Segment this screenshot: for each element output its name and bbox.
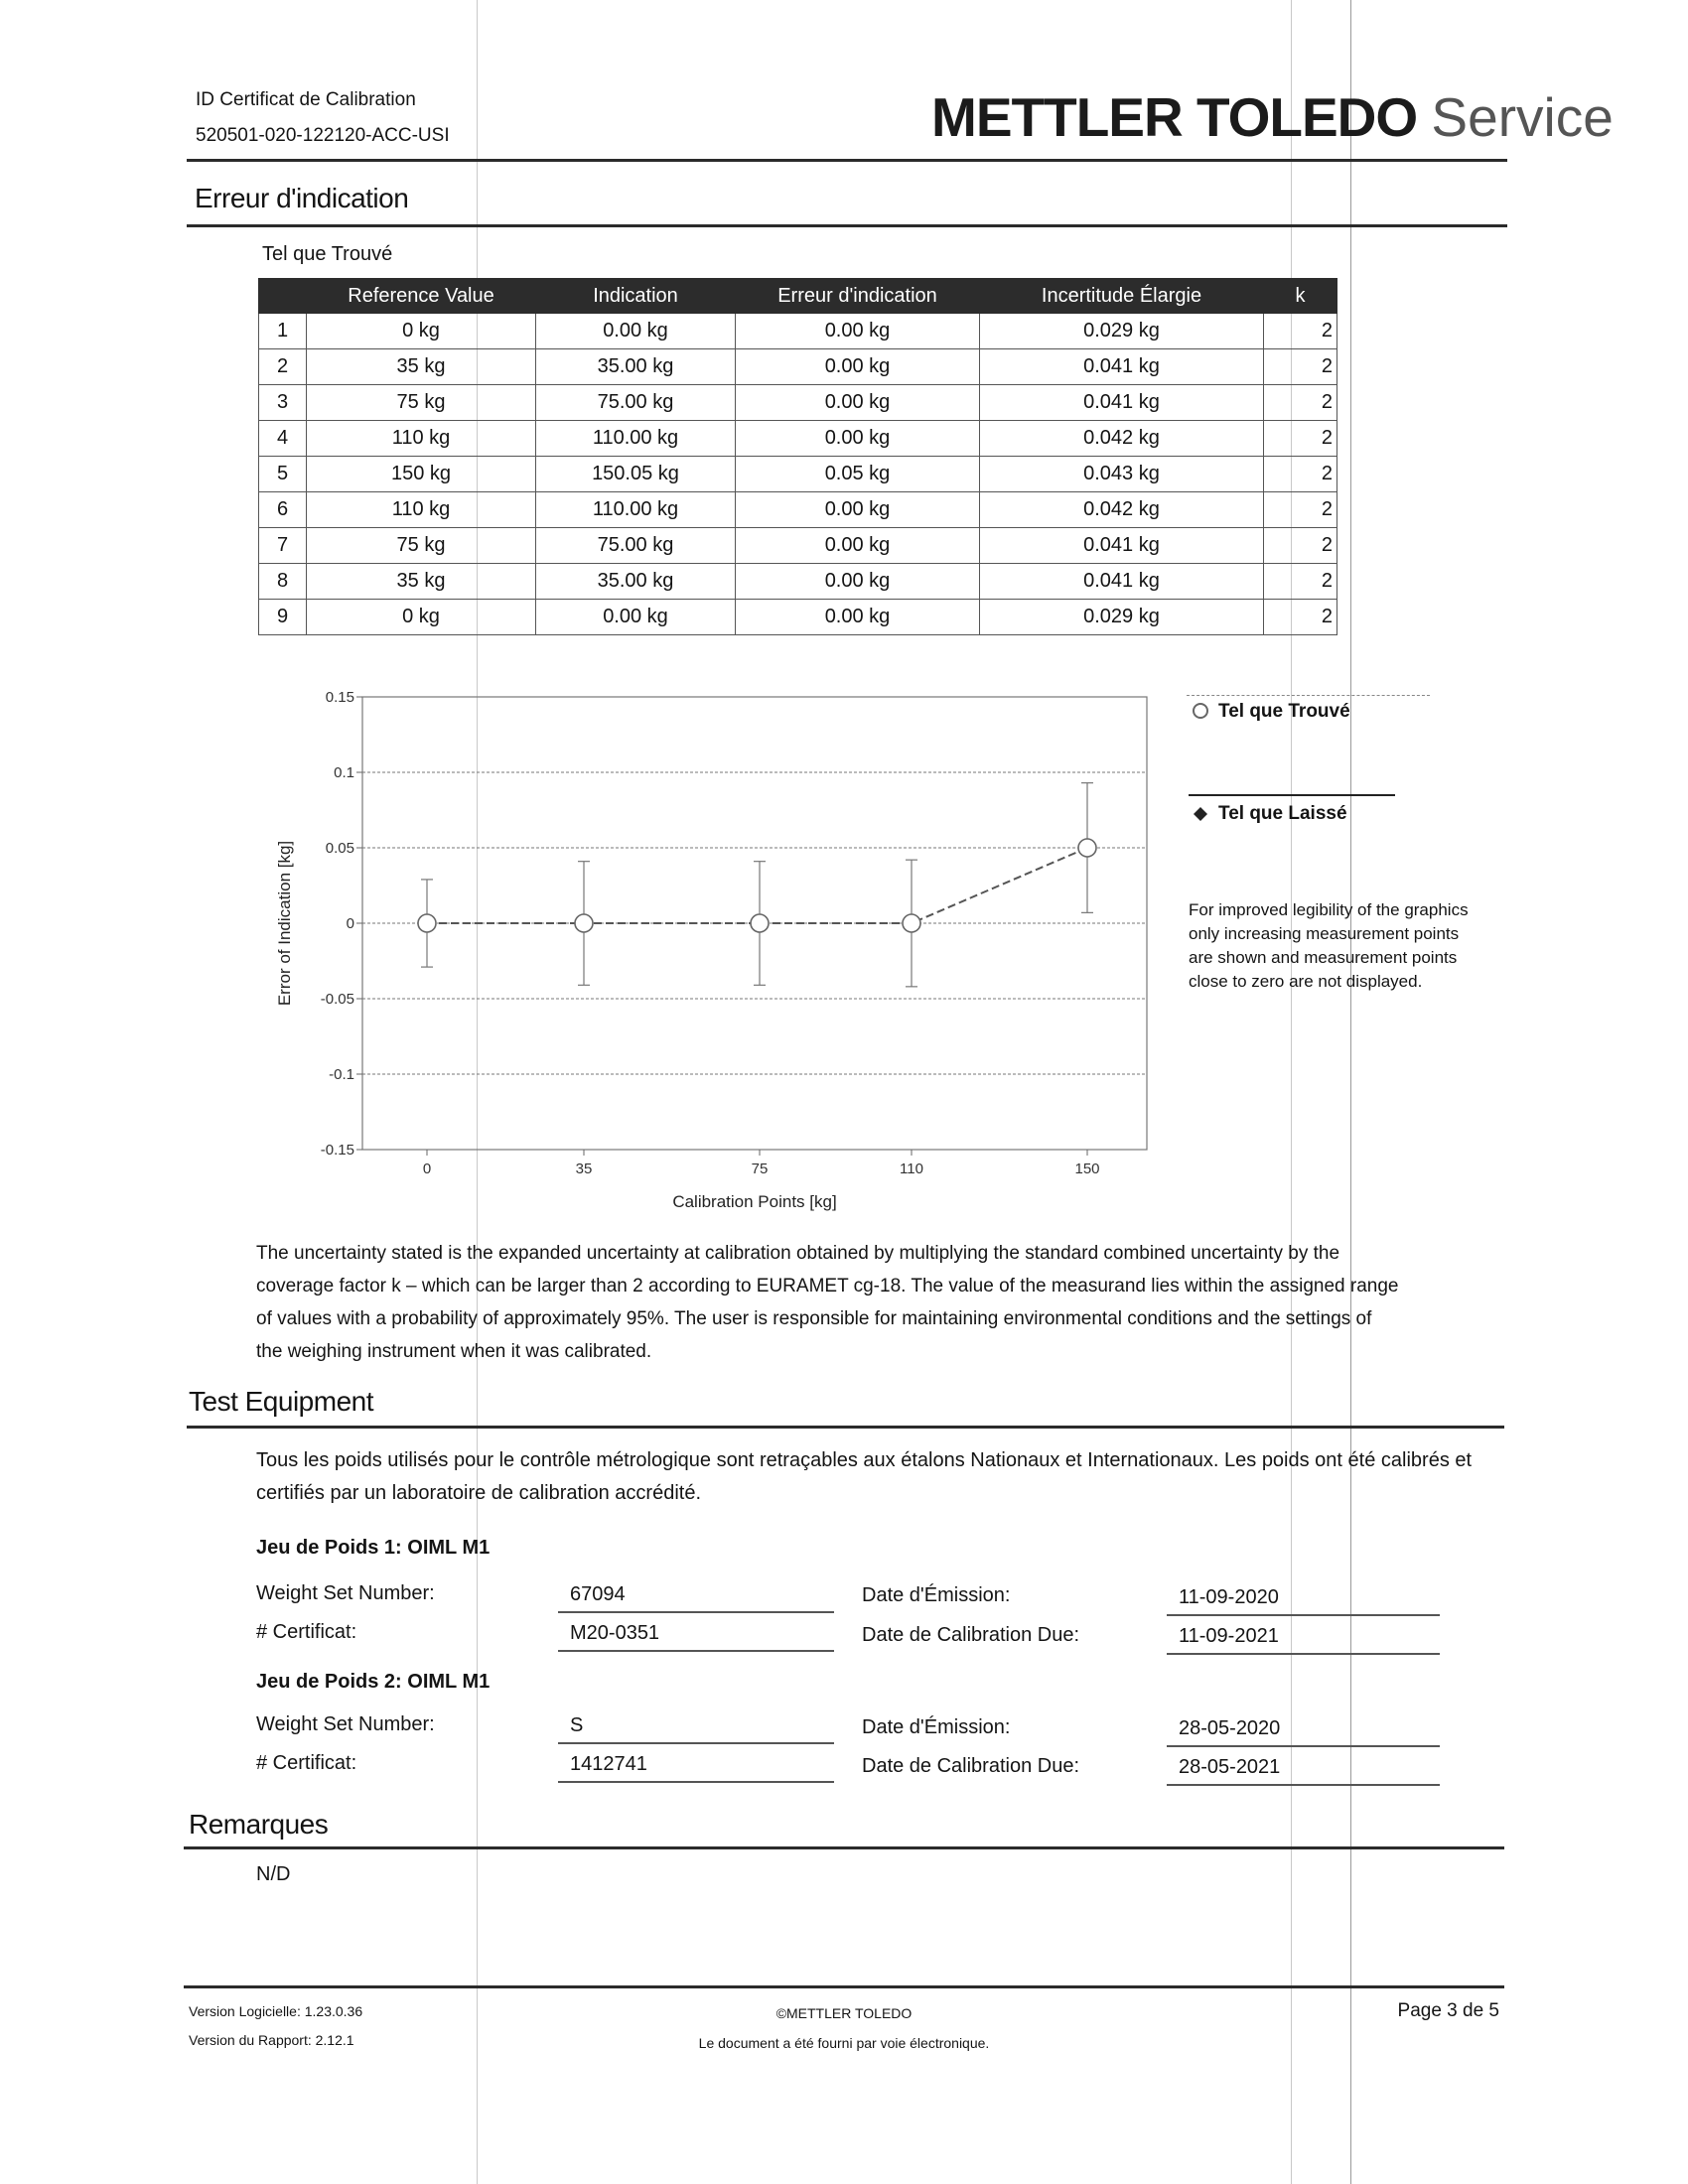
delivery-note: Le document a été fourni par voie électronique. [698,2035,990,2051]
weight-set-title: Jeu de Poids 2: OIML M1 [256,1671,491,1693]
col-header: Indication [536,279,736,314]
table-cell: 0.029 kg [980,314,1264,349]
table-cell: 0.00 kg [736,385,980,421]
table-cell: 2 [259,349,307,385]
chart-note: For improved legibility of the graphics only increasing measurement points are shown and measurement points close to zero are not displayed. [1189,900,1469,991]
brand-logo [931,85,1614,149]
table-cell: 9 [259,600,307,635]
table-cell: 2 [1264,457,1337,492]
table-row [259,600,1337,635]
copyright: ©METTLER TOLEDO [775,2005,913,2021]
certificate-title: ID Certificat de Calibration [196,89,416,110]
table-cell: 0 kg [307,600,536,635]
legend-divider [1187,695,1430,696]
section-title-indication: Erreur d'indication [195,183,409,213]
section-rule [187,224,1507,227]
table-cell: 0.041 kg [980,385,1264,421]
data-point [903,914,920,932]
x-tick-label: 35 [575,1160,593,1177]
issue-date-value: 28-05-2020 [1167,1717,1440,1747]
weight-set-number-value: 67094 [558,1583,834,1613]
table-cell: 110.00 kg [536,492,736,528]
certificate-number-value: M20-0351 [558,1622,834,1652]
open-circle-marker-icon [1189,699,1212,723]
table-cell: 6 [259,492,307,528]
paragraph-line: coverage factor k – which can be larger than 2 according to EURAMET cg-18. The value of the measurand lies within the assigned range [256,1276,1399,1297]
table-cell: 0.00 kg [536,600,736,635]
table-cell: 35.00 kg [536,564,736,600]
table-cell: 35 kg [307,564,536,600]
table-cell: 2 [1264,385,1337,421]
series-line [427,848,1087,923]
table-row [259,457,1337,492]
paragraph-line: certifiés par un laboratoire de calibration accrédité. [256,1482,702,1504]
table-cell: 75.00 kg [536,385,736,421]
weight-set-number-label: Weight Set Number: [256,1582,435,1604]
table-cell: 5 [259,457,307,492]
x-tick-label: 0 [422,1160,432,1177]
certificate-number-label: # Certificat: [256,1752,357,1774]
table-cell: 0.042 kg [980,421,1264,457]
table-cell: 150.05 kg [536,457,736,492]
paragraph-line: Tous les poids utilisés pour le contrôle métrologique sont retraçables aux étalons Nationaux et Internationaux. Les poids ont été calibrés et [256,1449,1473,1471]
table-cell: 0.00 kg [736,349,980,385]
table-cell: 75 kg [307,528,536,564]
weight-set-number-label: Weight Set Number: [256,1713,435,1735]
table-cell: 2 [1264,349,1337,385]
table-cell: 2 [1264,421,1337,457]
col-header [259,279,307,314]
y-tick-label: 0.15 [325,689,354,706]
x-tick-label: 75 [751,1160,769,1177]
table-cell: 0.00 kg [536,314,736,349]
table-row [259,564,1337,600]
table-cell: 8 [259,564,307,600]
table-cell: 0.00 kg [736,564,980,600]
legend-label-found: Tel que Trouvé [1218,701,1350,722]
table-cell: 7 [259,528,307,564]
table-cell: 1 [259,314,307,349]
remarks-text: N/D [256,1863,291,1885]
table-header-row [259,279,1337,314]
indication-table [258,278,1337,635]
table-cell: 75 kg [307,385,536,421]
col-header: Erreur d'indication [736,279,980,314]
table-cell: 0.041 kg [980,528,1264,564]
table-row [259,492,1337,528]
due-date-value: 11-09-2021 [1167,1625,1440,1655]
brand-suffix: Service [1431,86,1614,148]
certificate-number-label: # Certificat: [256,1621,357,1643]
col-header: Incertitude Élargie [980,279,1264,314]
page-number: Page 3 de 5 [1397,2000,1499,2021]
uncertainty-paragraph [256,1237,1507,1368]
table-cell: 2 [1264,600,1337,635]
x-axis-label: Calibration Points [kg] [672,1192,837,1211]
due-date-value: 28-05-2021 [1167,1756,1440,1786]
table-cell: 35.00 kg [536,349,736,385]
legend-label-left: Tel que Laissé [1218,803,1347,824]
table-row [259,385,1337,421]
x-tick-label: 150 [1074,1160,1100,1177]
section-rule [187,1426,1504,1429]
test-equipment-intro [256,1444,1507,1510]
brand-name: METTLER TOLEDO [931,86,1418,148]
diamond-marker-icon [1189,802,1212,826]
table-row [259,314,1337,349]
table-cell: 2 [1264,314,1337,349]
table-cell: 75.00 kg [536,528,736,564]
y-axis-label: Error of Indication [kg] [275,840,294,1007]
certificate-number-value: 1412741 [558,1753,834,1783]
col-header: Reference Value [307,279,536,314]
weight-set-title: Jeu de Poids 1: OIML M1 [256,1537,491,1559]
legend-divider [1189,794,1395,796]
x-tick-label: 110 [900,1160,923,1177]
table-cell: 0.029 kg [980,600,1264,635]
table-cell: 35 kg [307,349,536,385]
report-version: Version du Rapport: 2.12.1 [189,2032,354,2048]
table-cell: 0.00 kg [736,528,980,564]
software-version: Version Logicielle: 1.23.0.36 [189,2003,363,2019]
data-point [751,914,769,932]
error-chart [268,675,1162,1221]
table-row [259,528,1337,564]
table-cell: 0.041 kg [980,564,1264,600]
table-row [259,349,1337,385]
y-tick-label: 0.05 [325,840,354,857]
y-tick-label: 0 [346,915,354,932]
table-cell: 0.041 kg [980,349,1264,385]
table-cell: 0.00 kg [736,421,980,457]
table-cell: 110 kg [307,421,536,457]
table-cell: 0.05 kg [736,457,980,492]
table-cell: 0 kg [307,314,536,349]
table-row [259,421,1337,457]
data-point [575,914,593,932]
scan-line [1350,0,1351,2184]
due-date-label: Date de Calibration Due: [862,1755,1080,1777]
certificate-id: 520501-020-122120-ACC-USI [196,125,450,146]
footer-rule [184,1985,1504,1988]
table-cell: 110 kg [307,492,536,528]
y-tick-label: -0.15 [320,1142,354,1159]
table-cell: 2 [1264,492,1337,528]
table-cell: 0.00 kg [736,600,980,635]
table-cell: 0.042 kg [980,492,1264,528]
data-point [1078,839,1096,857]
table-cell: 2 [1264,564,1337,600]
table-subtitle: Tel que Trouvé [262,243,393,265]
data-point [418,914,436,932]
section-rule [184,1846,1504,1849]
y-tick-label: -0.1 [329,1066,354,1083]
table-cell: 0.043 kg [980,457,1264,492]
weight-set-number-value: S [558,1714,834,1744]
paragraph-line: The uncertainty stated is the expanded uncertainty at calibration obtained by multiplying the standard combined uncertainty by the [256,1243,1340,1264]
issue-date-label: Date d'Émission: [862,1584,1011,1606]
due-date-label: Date de Calibration Due: [862,1624,1080,1646]
y-tick-label: -0.05 [320,991,354,1008]
table-cell: 3 [259,385,307,421]
table-cell: 4 [259,421,307,457]
table-cell: 2 [1264,528,1337,564]
col-header: k [1264,279,1337,314]
table-cell: 110.00 kg [536,421,736,457]
table-cell: 0.00 kg [736,492,980,528]
section-title-remarks: Remarques [189,1809,329,1840]
table-cell: 150 kg [307,457,536,492]
table-cell: 0.00 kg [736,314,980,349]
issue-date-value: 11-09-2020 [1167,1586,1440,1616]
paragraph-line: the weighing instrument when it was calibrated. [256,1341,652,1362]
y-tick-label: 0.1 [334,764,354,781]
issue-date-label: Date d'Émission: [862,1716,1011,1738]
header-rule [187,159,1507,162]
paragraph-line: of values with a probability of approximately 95%. The user is responsible for maintaining environmental conditions and the settings of [256,1308,1372,1329]
section-title-test-equipment: Test Equipment [189,1386,373,1417]
